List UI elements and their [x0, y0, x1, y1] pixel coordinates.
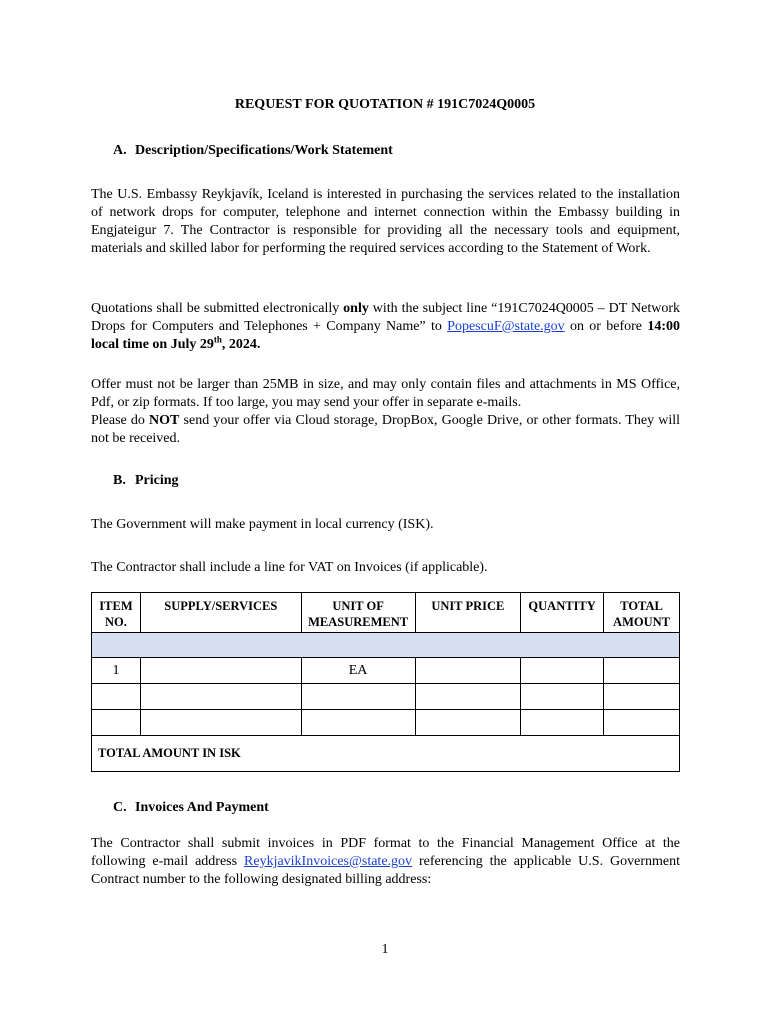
table-total-row — [92, 736, 680, 772]
total-amount-label: TOTAL AMOUNT IN ISK — [92, 736, 680, 772]
header-total-line2: AMOUNT — [613, 615, 670, 629]
para3-not-bold: NOT — [149, 413, 180, 428]
pricing-table — [91, 592, 680, 772]
section-a-paragraph-2 — [91, 300, 680, 354]
cell-total[interactable] — [604, 710, 680, 736]
section-b-paragraph-1: The Government will make payment in local currency (ISK). — [91, 517, 434, 532]
para2-only-bold: only — [343, 301, 369, 316]
section-b-heading — [113, 473, 179, 489]
cell-total[interactable] — [604, 658, 680, 684]
header-quantity: QUANTITY — [521, 593, 604, 633]
cell-item-no — [92, 710, 141, 736]
para3-line-1: Offer must not be larger than 25MB in size, and may only contain files and attachments in MS Office, Pdf, or zip formats. If too large, you may send your offer in separate e-mails. — [91, 377, 680, 410]
cell-unit — [301, 684, 415, 710]
para3-text-start: Please do — [91, 413, 150, 428]
cell-unit-price[interactable] — [415, 684, 521, 710]
cell-unit-price[interactable] — [415, 710, 521, 736]
header-unit-line2: MEASUREMENT — [308, 615, 409, 629]
section-b-title: Pricing — [135, 473, 179, 488]
shaded-cell — [92, 633, 680, 658]
section-c-text-start: The Contractor shall submit invoices in PDF format to the Financial Management Office at the following e-mail address — [91, 836, 680, 869]
section-a-paragraph-3 — [91, 376, 680, 448]
header-item-no-line1: ITEM — [99, 599, 133, 613]
section-a-paragraph-1: The U.S. Embassy Reykjavík, Iceland is interested in purchasing the services related to the installation of network drops for computer, telephone and internet connection within the Embassy building in Engjateigur 7. The Contractor is responsible for providing all the necessary tools and equipment, materials and skilled labor for performing the required services according to the Statement of Work. — [91, 187, 680, 256]
header-supply-services: SUPPLY/SERVICES — [140, 593, 301, 633]
table-row — [92, 684, 680, 710]
cell-supply[interactable] — [140, 658, 301, 684]
deadline-year: , 2024. — [221, 337, 261, 352]
table-row-shaded — [92, 633, 680, 658]
deadline-sup: th — [213, 334, 222, 345]
para2-text-mid: with the subject line “191C7024Q0005 – DT Network Drops for Computers and Telephones + Company Name” to — [91, 301, 680, 334]
cell-total[interactable] — [604, 684, 680, 710]
cell-quantity[interactable] — [521, 658, 604, 684]
cell-quantity[interactable] — [521, 710, 604, 736]
cell-unit: EA — [301, 658, 415, 684]
para3-line-2 — [91, 412, 680, 448]
cell-item-no: 1 — [92, 658, 141, 684]
section-c-heading — [113, 800, 269, 816]
section-c-letter: C. — [113, 800, 127, 815]
header-unit-price: UNIT PRICE — [415, 593, 521, 633]
section-b-letter: B. — [113, 473, 126, 488]
cell-unit-price[interactable] — [415, 658, 521, 684]
section-a-letter: A. — [113, 143, 127, 158]
section-b-paragraph-2: The Contractor shall include a line for VAT on Invoices (if applicable). — [91, 560, 488, 575]
cell-supply[interactable] — [140, 684, 301, 710]
para3-text-end: send your offer via Cloud storage, DropBox, Google Drive, or other formats. They will not be received. — [91, 413, 681, 446]
header-unit-line1: UNIT OF — [332, 599, 384, 613]
section-c-title: Invoices And Payment — [135, 800, 269, 815]
cell-supply[interactable] — [140, 710, 301, 736]
para2-text-after-email: on or before — [564, 319, 648, 334]
header-item-no — [92, 593, 141, 633]
section-a-heading — [113, 143, 393, 159]
page-title: REQUEST FOR QUOTATION # 191C7024Q0005 — [234, 97, 536, 112]
table-row — [92, 710, 680, 736]
para2-text-start: Quotations shall be submitted electronically — [91, 301, 344, 316]
header-item-no-line2: NO. — [105, 615, 127, 629]
deadline-text: 14:00 local time on July 29 — [91, 319, 680, 352]
header-total-line1: TOTAL — [620, 599, 663, 613]
header-total-amount — [604, 593, 680, 633]
cell-item-no — [92, 684, 141, 710]
section-c-text-end: referencing the applicable U.S. Government Contract number to the following designated billing address: — [91, 854, 680, 887]
email-link-invoices[interactable]: ReykjavikInvoices@state.gov — [244, 854, 413, 869]
section-c-paragraph — [91, 835, 680, 889]
table-row — [92, 658, 680, 684]
header-unit-of-measurement — [301, 593, 415, 633]
cell-quantity[interactable] — [521, 684, 604, 710]
email-link-popescu[interactable]: PopescuF@state.gov — [447, 319, 565, 334]
section-a-title: Description/Specifications/Work Statement — [135, 143, 393, 158]
pricing-table-header-row — [92, 593, 680, 633]
cell-unit — [301, 710, 415, 736]
page-number: 1 — [381, 942, 389, 957]
